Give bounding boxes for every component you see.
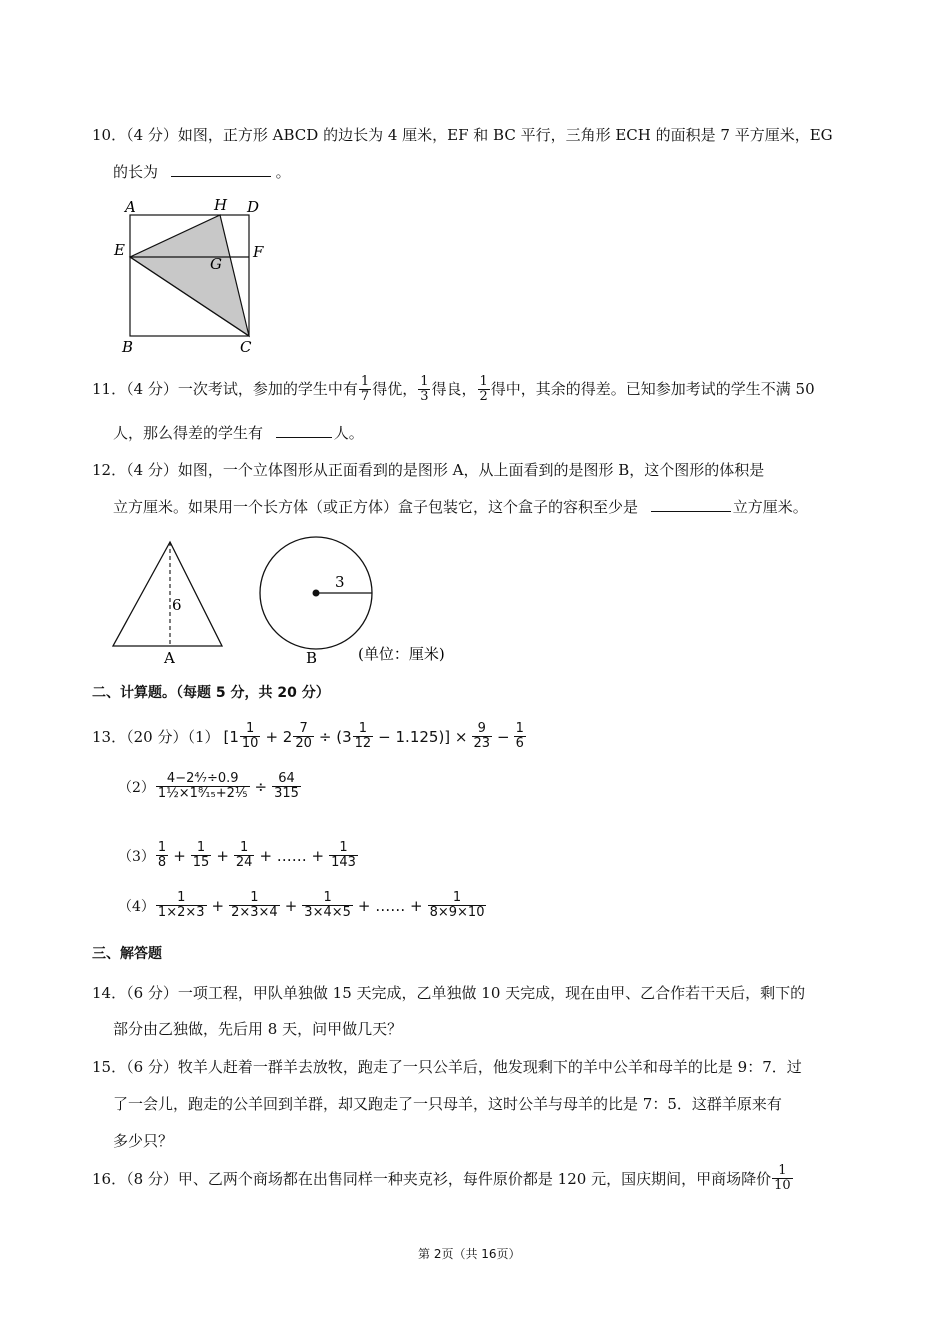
triangle-a bbox=[113, 542, 222, 646]
radius-label: 3 bbox=[335, 573, 345, 591]
denominator: 8×9×10 bbox=[429, 905, 485, 921]
denominator: 1½×1⁸⁄₁₅+2⅕ bbox=[157, 786, 248, 802]
denominator: 10 bbox=[774, 1178, 791, 1194]
denominator: 24 bbox=[235, 855, 253, 871]
q11-text-1: 得优， bbox=[372, 379, 418, 398]
numerator: 1 bbox=[515, 721, 524, 736]
unit-label: (单位：厘米) bbox=[358, 645, 445, 663]
q12-line1: 12．（4 分）如图，一个立体图形从正面看到的是图形 A，从上面看到的是图形 B，这个图形的体积是 bbox=[92, 461, 765, 479]
q15-line1: 15．（6 分）牧羊人赶着一群羊去放牧，跑走了一只公羊后，他发现剩下的羊中公羊和母羊的比是 9：7．过 bbox=[92, 1058, 802, 1076]
denominator: 23 bbox=[473, 736, 491, 752]
q15-line3: 多少只？ bbox=[113, 1132, 174, 1150]
label-e: E bbox=[114, 241, 125, 259]
q13-part3 bbox=[118, 841, 359, 871]
denominator: 2 bbox=[479, 389, 488, 405]
q10-prompt: 的长为 bbox=[113, 163, 159, 181]
part-label: （4） bbox=[118, 898, 155, 915]
denominator: 3 bbox=[420, 389, 429, 405]
q10-square-figure bbox=[108, 195, 268, 360]
q12-line2 bbox=[113, 496, 808, 517]
numerator: 1 bbox=[479, 374, 488, 389]
q11-text-3: 得中，其余的得差。已知参加考试的学生不满 50 bbox=[490, 379, 815, 398]
label-d: D bbox=[247, 198, 260, 216]
denominator: 6 bbox=[515, 736, 524, 752]
frac bbox=[514, 722, 526, 752]
q12-answer-blank[interactable] bbox=[651, 497, 731, 512]
numerator: 4−2⁴⁄₇÷0.9 bbox=[156, 772, 250, 787]
q11-frac-3 bbox=[478, 375, 490, 405]
op: + …… + bbox=[357, 896, 423, 915]
label-g: G bbox=[210, 255, 222, 273]
frac bbox=[229, 891, 280, 921]
numerator: 64 bbox=[272, 772, 301, 787]
q11-text-2: 得良， bbox=[431, 379, 477, 398]
op: + 2 bbox=[265, 727, 293, 746]
section-3-heading: 三、解答题 bbox=[92, 946, 162, 962]
q12-unit: 立方厘米。 bbox=[732, 498, 808, 516]
label-h: H bbox=[214, 196, 228, 214]
frac bbox=[293, 722, 314, 752]
label-c: C bbox=[240, 338, 252, 356]
frac bbox=[772, 1164, 793, 1194]
numerator: 1 bbox=[240, 722, 261, 737]
q14-line2: 部分由乙独做，先后用 8 天，问甲做几天？ bbox=[113, 1020, 403, 1038]
numerator: 9 bbox=[472, 722, 493, 737]
denominator: 20 bbox=[295, 736, 312, 752]
op: + bbox=[284, 896, 298, 915]
q11-line2 bbox=[113, 422, 364, 443]
numerator: 1 bbox=[360, 374, 370, 389]
denominator: 12 bbox=[354, 736, 372, 752]
q13-head: 13．（20 分）（1） bbox=[92, 728, 220, 747]
q10-line1: 10．（4 分）如图，正方形 ABCD 的边长为 4 厘米，EF 和 BC 平行，三角形 ECH 的面积是 7 平方厘米，EG bbox=[92, 126, 833, 144]
numerator: 1 bbox=[428, 891, 487, 906]
frac bbox=[353, 722, 374, 752]
numerator: 7 bbox=[293, 722, 314, 737]
op: + bbox=[216, 846, 229, 865]
numerator: 1 bbox=[420, 374, 429, 389]
q11-line1 bbox=[92, 375, 815, 405]
q13-part4 bbox=[118, 891, 487, 921]
frac bbox=[428, 891, 487, 921]
q13-p1-open: [1 bbox=[223, 727, 239, 746]
q12-figures bbox=[105, 535, 475, 670]
q16-text: 16．（8 分）甲、乙两个商场都在出售同样一种夹克衫，每件原价都是 120 元，国庆期间，甲商场降价 bbox=[92, 1170, 772, 1189]
denominator: 3×4×5 bbox=[304, 905, 351, 921]
q11-answer-blank[interactable] bbox=[276, 423, 332, 438]
label-f: F bbox=[253, 243, 264, 261]
denominator: 143 bbox=[331, 855, 356, 871]
frac bbox=[272, 772, 301, 802]
numerator: 1 bbox=[157, 840, 167, 855]
denominator: 1×2×3 bbox=[157, 905, 205, 921]
q13-part2 bbox=[118, 772, 302, 802]
denominator: 8 bbox=[157, 855, 167, 871]
part-label: （3） bbox=[118, 848, 155, 865]
op: + bbox=[211, 896, 225, 915]
numerator: 1 bbox=[772, 1164, 793, 1179]
frac bbox=[234, 841, 255, 871]
frac bbox=[156, 891, 207, 921]
label-b: B bbox=[122, 338, 134, 356]
op: ÷ (3 bbox=[318, 727, 352, 746]
op: − bbox=[497, 727, 510, 746]
op: ÷ bbox=[254, 777, 268, 796]
label-a: A bbox=[125, 198, 136, 216]
op: + …… + bbox=[259, 846, 325, 865]
q15-line2: 了一会儿，跑走的公羊回到羊群，却又跑走了一只母羊，这时公羊与母羊的比是 7：5．这群羊原来有 bbox=[113, 1095, 782, 1113]
height-label: 6 bbox=[172, 596, 182, 614]
denominator: 7 bbox=[360, 389, 370, 405]
frac bbox=[240, 722, 261, 752]
q11-frac-2 bbox=[418, 375, 430, 405]
numerator: 1 bbox=[229, 891, 280, 906]
q12-prompt: 立方厘米。如果用一个长方体（或正方体）盒子包装它，这个盒子的容积至少是 bbox=[113, 498, 639, 516]
frac bbox=[302, 891, 353, 921]
op: − 1.125)] × bbox=[378, 727, 468, 746]
denominator: 15 bbox=[192, 855, 210, 871]
denominator: 10 bbox=[241, 736, 259, 752]
denominator: 2×3×4 bbox=[231, 905, 278, 921]
q13-part1 bbox=[92, 722, 527, 752]
numerator: 1 bbox=[353, 722, 374, 737]
frac bbox=[156, 841, 168, 871]
figure-a-label: A bbox=[164, 649, 175, 667]
q11-prompt: 人，那么得差的学生有 bbox=[113, 424, 264, 442]
page-number-footer: 第 2页（共 16页） bbox=[418, 1247, 521, 1261]
section-2-heading: 二、计算题。（每题 5 分，共 20 分） bbox=[92, 685, 330, 701]
frac bbox=[191, 841, 212, 871]
figure-b-label: B bbox=[306, 649, 318, 667]
triangle-ech bbox=[130, 215, 249, 336]
op: + bbox=[173, 846, 186, 865]
frac bbox=[329, 841, 358, 871]
numerator: 1 bbox=[191, 841, 212, 856]
q10-end: 。 bbox=[275, 163, 291, 181]
q11-frac-1 bbox=[359, 375, 371, 405]
q14-line1: 14．（6 分）一项工程，甲队单独做 15 天完成，乙单独做 10 天完成，现在由甲、乙合作若干天后，剩下的 bbox=[92, 984, 806, 1002]
numerator: 1 bbox=[156, 891, 207, 906]
complex-frac bbox=[156, 772, 250, 802]
q11-prefix: 11．（4 分）一次考试，参加的学生中有 bbox=[92, 379, 358, 398]
numerator: 1 bbox=[234, 841, 255, 856]
numerator: 1 bbox=[329, 841, 358, 856]
q16-line1 bbox=[92, 1164, 794, 1194]
q10-answer-blank[interactable] bbox=[171, 162, 271, 177]
denominator: 315 bbox=[274, 786, 299, 802]
numerator: 1 bbox=[302, 891, 353, 906]
q10-line2 bbox=[113, 161, 291, 182]
q11-unit: 人。 bbox=[333, 424, 364, 442]
part-label: （2） bbox=[118, 779, 155, 796]
frac bbox=[472, 722, 493, 752]
